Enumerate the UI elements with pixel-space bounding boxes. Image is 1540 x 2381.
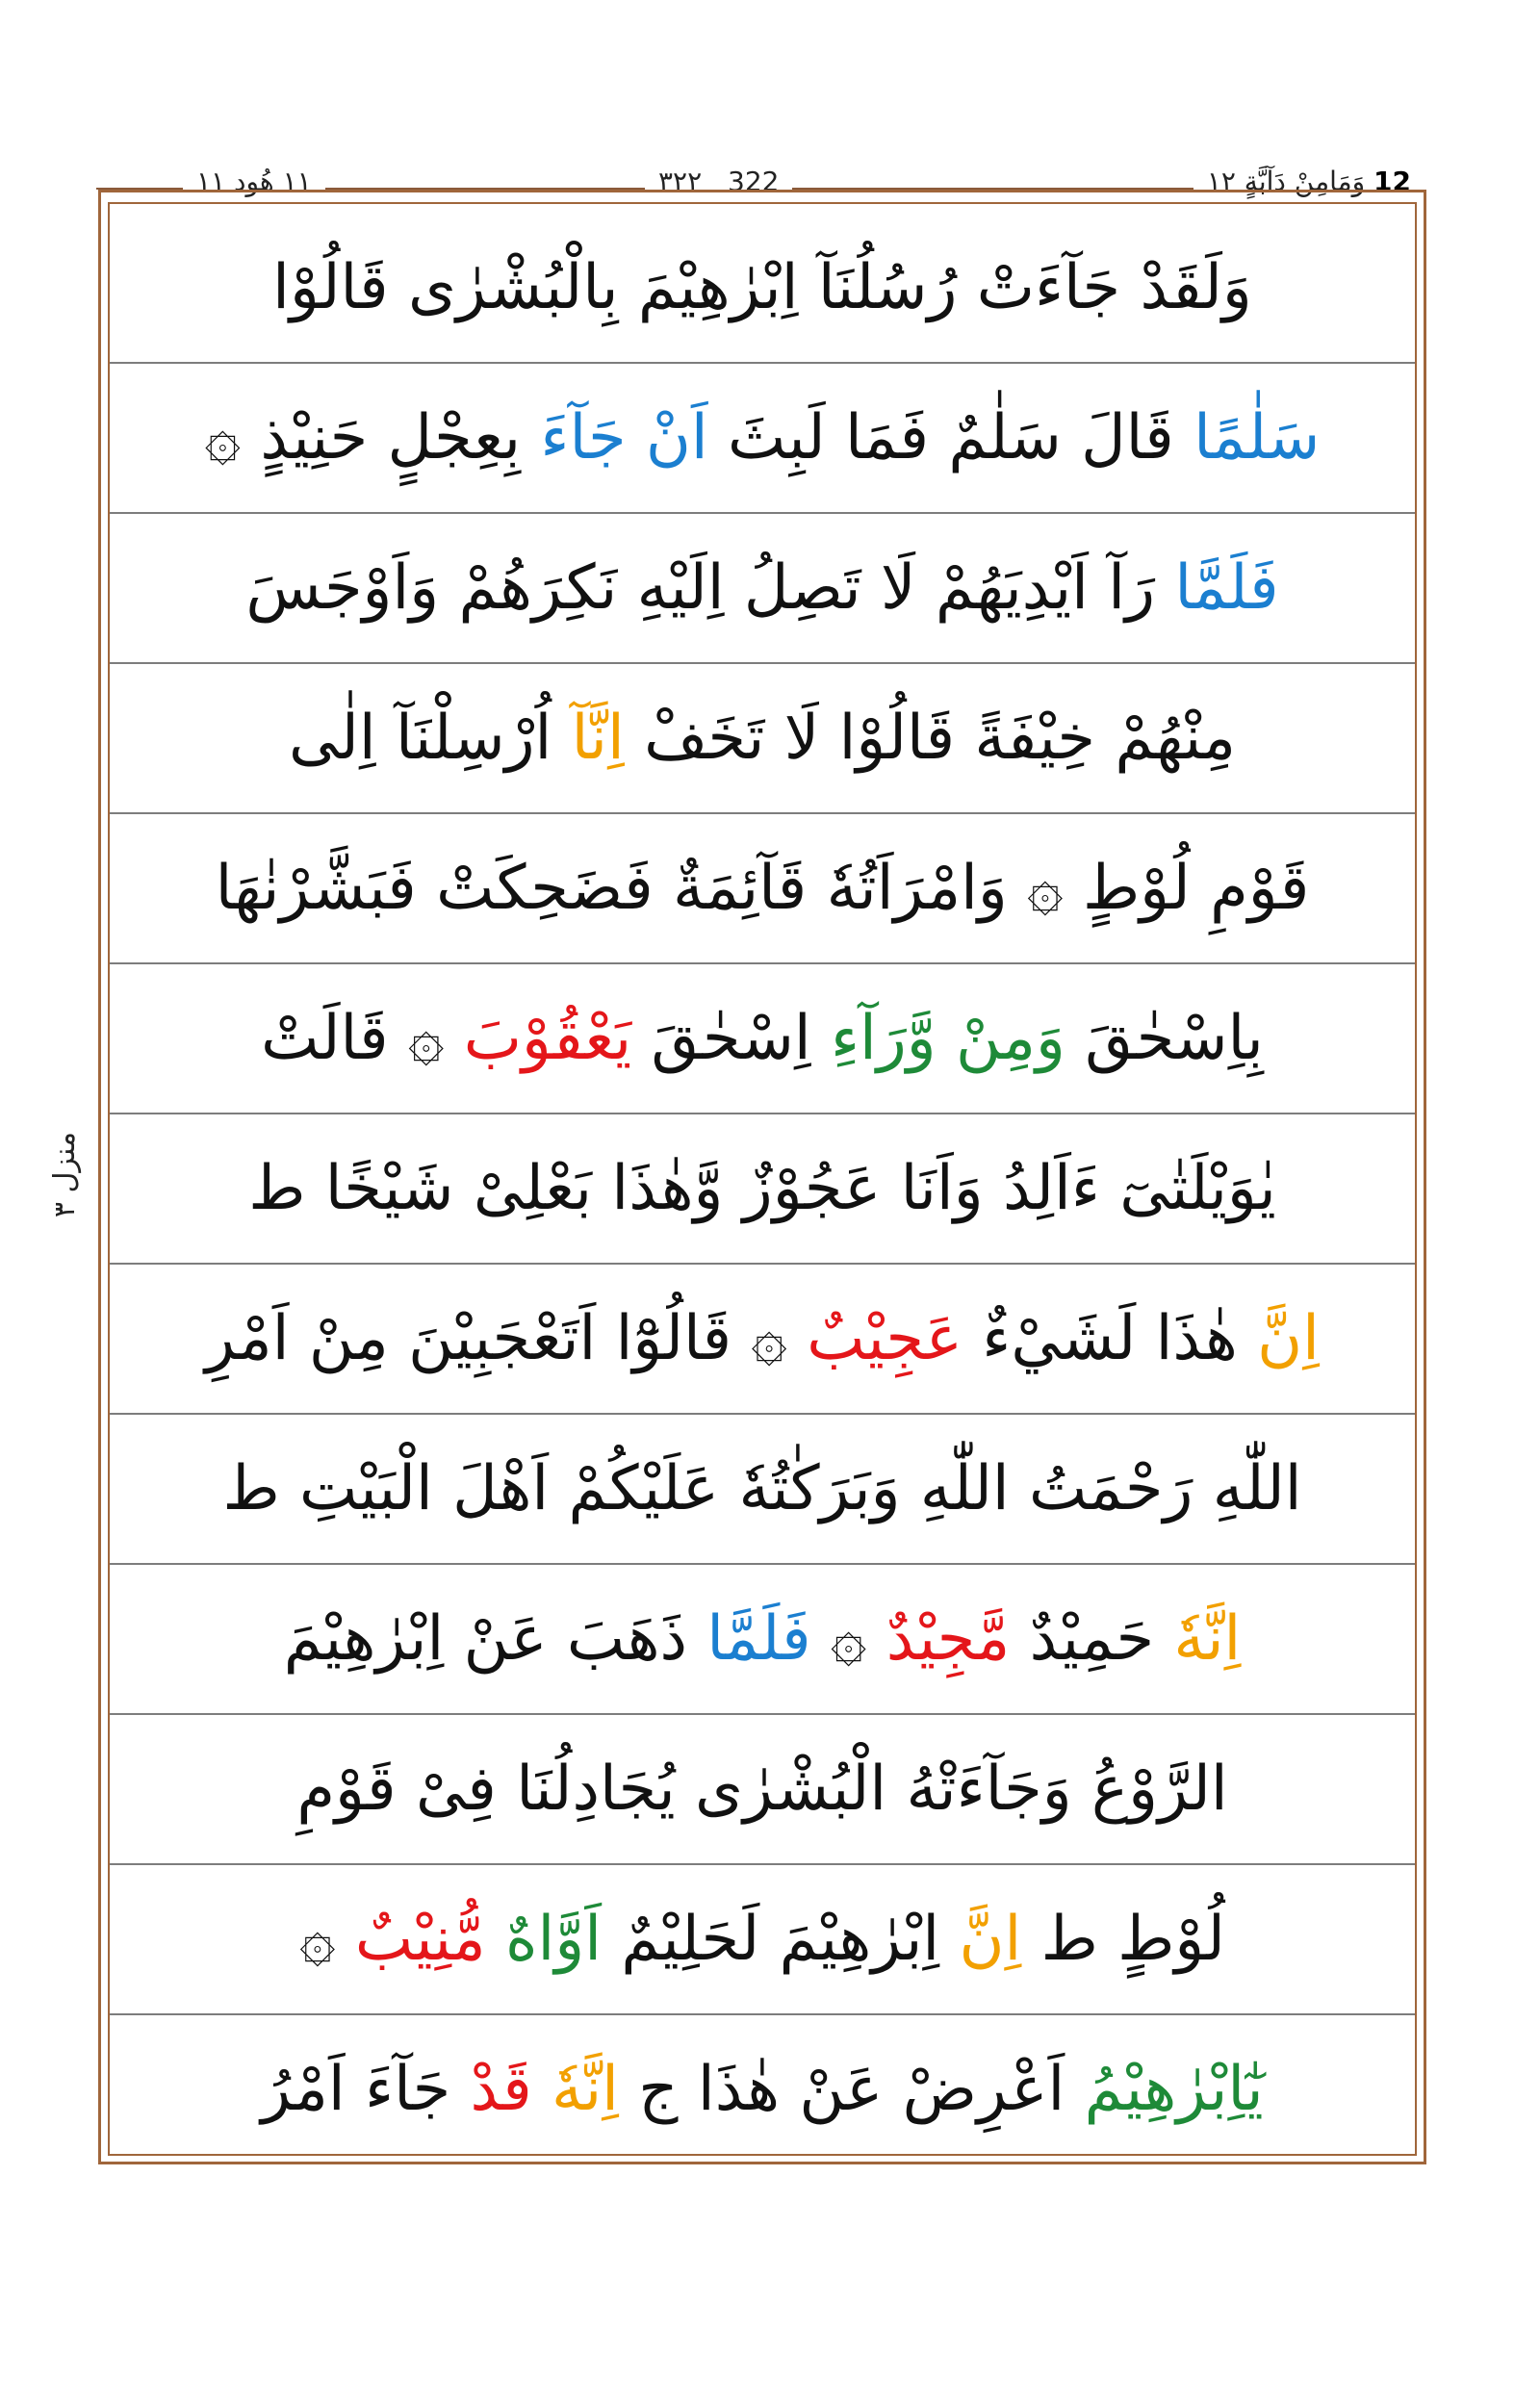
verse-text	[248, 1153, 1276, 1224]
verse-line	[110, 364, 1415, 514]
verse-segment: بِعِجْلٍ	[368, 402, 522, 474]
verse-segment: مُّنِيْبٌ	[335, 1904, 486, 1975]
verse-segment: عَجُوْزٌ وَّ	[693, 1153, 882, 1224]
verse-segment: اَوَّاهٌ	[485, 1904, 603, 1975]
verse-text	[272, 252, 1252, 323]
verse-segment: بِاِسْحٰقَ	[1065, 1003, 1264, 1074]
verse-segment: اَعْرِضْ عَنْ هٰذَا ج	[618, 2054, 1065, 2125]
verse-segment: ۞	[299, 1904, 336, 1975]
verse-text	[296, 1754, 1228, 1825]
verse-line	[110, 964, 1415, 1114]
manzil-text: منزل ٣	[48, 1131, 83, 1217]
page-number-arabic: ٣٢٢	[658, 166, 703, 197]
verse-segment: حَنِيْذٍ ۞	[204, 402, 369, 474]
verse-segment: وَامْرَاَتُهٗ قَآئِمَةٌ	[653, 853, 1008, 924]
verse-segment: اللّٰهِ رَحْمَتُ اللّٰهِ وَبَرَكٰتُهٗ عَلَيْكُمْ اَهْلَ الْبَيْتِ ط	[222, 1453, 1302, 1524]
verse-segment: هٰذَا لَشَيْءٌ	[962, 1303, 1238, 1374]
verse-segment: لُوْطٍ ط	[1021, 1904, 1225, 1975]
verse-segment: هٰذَا بَعْلِىْ شَيْخًا ط	[248, 1153, 694, 1224]
verse-segment: قَدْ	[450, 2054, 532, 2125]
verse-segment: فَبَشَّرْنٰهَا	[215, 853, 417, 924]
verse-segment: رَآ اَيْدِيَهُمْ لَا تَصِلُ اِلَيْهِ نَكِرَهُمْ وَاَوْجَسَ	[245, 552, 1155, 624]
verse-segment: اِنَّهٗ	[531, 2054, 619, 2125]
verse-segment: اَنْ جَآءَ	[521, 402, 708, 474]
verse-line	[110, 1114, 1415, 1265]
verse-segment: مَّجِيْدٌ	[866, 1603, 1011, 1675]
verse-segment: يٰوَيْلَتٰىٓ ءَاَلِدُ وَاَنَا	[881, 1153, 1276, 1224]
verse-text	[222, 1453, 1302, 1524]
verse-segment: يَعْقُوْبَ	[444, 1003, 632, 1074]
verse-segment: جَآءَتْ رُسُلُنَآ	[798, 252, 1121, 323]
verse-segment: جَآءَ اَمْرُ	[261, 2054, 451, 2125]
verse-segment: قَالُوْا لَا تَخَفْ	[624, 703, 956, 774]
verse-line	[110, 1565, 1415, 1715]
verse-segment: حَمِيْدٌ	[1010, 1603, 1155, 1675]
verse-segment: فَلَمَّا	[686, 1603, 811, 1675]
verse-segment: اِبْرٰهِيْمَ لَحَلِيْمٌ	[602, 1904, 940, 1975]
juz-name: وَمَامِنْ دَآبَّةٍ ١٢	[1206, 166, 1366, 197]
verse-line	[110, 214, 1415, 364]
verse-segment: سَلٰمًا	[1173, 402, 1321, 474]
verse-segment: اِنَّ	[1237, 1303, 1320, 1374]
verse-text	[289, 703, 1236, 774]
verse-segment: وَمِنْ وَّرَآءِ	[810, 1003, 1065, 1074]
verse-line	[110, 2015, 1415, 2163]
page-number-latin: 322	[728, 166, 780, 197]
verse-text	[299, 1904, 1225, 1975]
verse-text	[261, 1003, 1264, 1074]
verse-segment: مِنْهُمْ خِيْفَةً	[955, 703, 1236, 774]
verse-line	[110, 1865, 1415, 2015]
verse-segment: ۞	[810, 1603, 867, 1675]
verse-segment: فَضَحِكَتْ	[416, 853, 654, 924]
verse-segment: اِنَّ	[939, 1904, 1022, 1975]
verse-segment: اِسْحٰقَ	[631, 1003, 811, 1074]
verse-segment: يٰٓاِبْرٰهِيْمُ	[1065, 2054, 1264, 2125]
verse-segment: فَلَمَّا	[1154, 552, 1279, 624]
verse-text	[215, 853, 1310, 924]
juz-number: 12	[1373, 166, 1411, 197]
verse-line	[110, 1415, 1415, 1565]
verse-segment: ذَهَبَ عَنْ اِبْرٰهِيْمَ	[283, 1603, 687, 1675]
verse-line	[110, 664, 1415, 814]
verse-segment: اِبْرٰهِيْمَ	[618, 252, 799, 323]
verse-line	[110, 514, 1415, 664]
verse-text	[245, 552, 1279, 624]
verse-line	[110, 1715, 1415, 1865]
verse-text	[204, 402, 1321, 474]
verse-segment: ۞ قَالُوْٓا	[596, 1303, 787, 1374]
verse-text	[205, 1303, 1320, 1374]
manzil-label	[37, 1097, 94, 1251]
verse-segment: قَالَ سَلٰمٌ	[929, 402, 1174, 474]
verse-segment: وَلَقَدْ	[1120, 252, 1252, 323]
verse-segment: اَتَعْجَبِيْنَ مِنْ اَمْرِ	[205, 1303, 597, 1374]
verse-line	[110, 814, 1415, 964]
verse-segment: اِنَّآ	[552, 703, 625, 774]
verse-segment: الرَّوْعُ وَجَآءَتْهُ الْبُشْرٰى يُجَادِلُنَا فِىْ قَوْمِ	[296, 1754, 1228, 1825]
verse-segment: اُرْسِلْنَآ اِلٰى	[289, 703, 552, 774]
verse-segment: فَمَا لَبِثَ	[707, 402, 930, 474]
verse-segment: عَجِيْبٌ	[786, 1303, 962, 1374]
verse-segment: ۞ قَالَتْ	[261, 1003, 445, 1074]
verse-segment: اِنَّهٗ	[1154, 1603, 1242, 1675]
verse-text	[261, 2054, 1264, 2125]
verse-lines	[110, 214, 1415, 2163]
surah-name: ١١ هُود ١١	[183, 166, 325, 197]
verse-segment: بِالْبُشْرٰى قَالُوْا	[272, 252, 619, 323]
verse-line	[110, 1265, 1415, 1415]
verse-text	[283, 1603, 1242, 1675]
verse-segment: قَوْمِ لُوْطٍ ۞	[1007, 853, 1310, 924]
